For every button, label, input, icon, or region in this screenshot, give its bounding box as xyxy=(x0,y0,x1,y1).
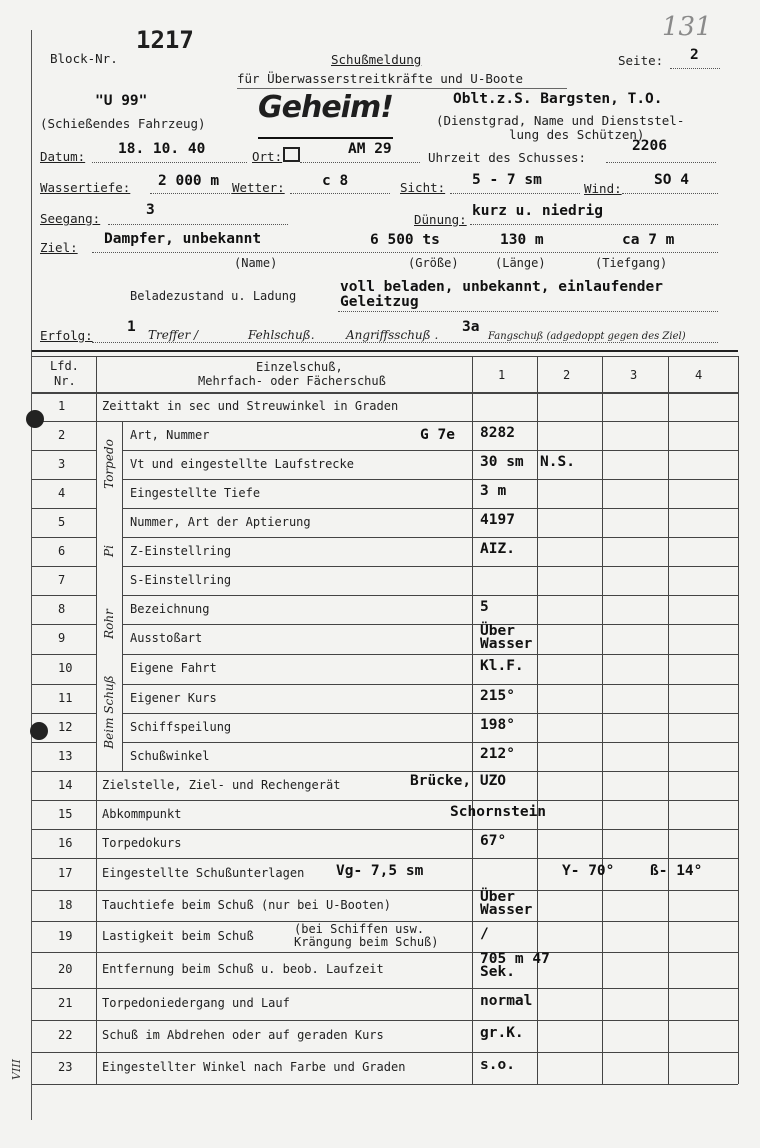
table-row-rule xyxy=(32,800,738,801)
row-label: Eingestellter Winkel nach Farbe und Graden xyxy=(102,1060,406,1074)
col4-rule xyxy=(668,356,669,1084)
duenung-label: Dünung: xyxy=(414,212,467,227)
row-number: 10 xyxy=(58,661,73,675)
table-row-rule xyxy=(32,771,738,772)
table-row-rule xyxy=(122,654,738,655)
header-col-1: 1 xyxy=(498,368,506,382)
erfolg-fangschuss: Fangschuß (adgedoppt gegen des Ziel) xyxy=(488,331,686,342)
row-value-col1: 705 m 47 Sek. xyxy=(480,951,550,980)
form-subtitle: für Überwasserstreitkräfte und U-Boote xyxy=(237,71,523,86)
table-row-rule xyxy=(32,742,96,743)
secret-stamp: Geheim! xyxy=(258,90,393,125)
row-value-col1: 3 m xyxy=(480,483,507,499)
row-value-col1: / xyxy=(480,926,489,942)
row-value-col1: 30 sm xyxy=(480,454,524,470)
officer-caption-2: lung des Schützen) xyxy=(509,127,645,142)
row-label: S-Einstellring xyxy=(130,573,232,587)
row-label: Eigene Fahrt xyxy=(130,661,217,675)
group-rule xyxy=(122,421,123,508)
page-dots xyxy=(670,68,720,69)
row-extra: (bei Schiffen usw. Krängung beim Schuß) xyxy=(294,922,439,949)
row-value-col1: gr.K. xyxy=(480,1025,524,1041)
row-label: Nummer, Art der Aptierung xyxy=(130,515,311,529)
group-rule xyxy=(122,508,123,595)
ort-box-icon xyxy=(283,147,300,162)
table-row-rule xyxy=(32,829,738,830)
row-number: 6 xyxy=(58,544,66,558)
wetter-value: c 8 xyxy=(322,173,349,189)
row-number: 3 xyxy=(58,457,66,471)
row-value-col1: Schornstein xyxy=(450,804,547,820)
caption-laenge: (Länge) xyxy=(495,256,546,270)
uhrzeit-label: Uhrzeit des Schusses: xyxy=(428,150,587,165)
seegang-label: Seegang: xyxy=(40,211,101,226)
table-row-rule xyxy=(32,654,96,655)
header-mehrfach: Mehrfach- oder Fächerschuß xyxy=(198,374,386,388)
boat-caption: (Schießendes Fahrzeug) xyxy=(40,116,206,131)
uhrzeit-value: 2206 xyxy=(632,138,667,154)
ziel-groesse-value: 6 500 ts xyxy=(370,232,440,248)
row-value-col2: N.S. xyxy=(540,454,575,470)
row17-vg: Vg- 7,5 sm xyxy=(336,863,424,879)
row-number: 5 xyxy=(58,515,66,529)
table-row-rule xyxy=(32,858,738,859)
table-row-rule xyxy=(32,421,738,422)
row-number: 20 xyxy=(58,962,73,976)
uhrzeit-dots xyxy=(606,162,716,163)
wind-dots xyxy=(622,193,718,194)
page-label: Seite: xyxy=(618,53,664,68)
row-number: 7 xyxy=(58,573,66,587)
officer-name: Oblt.z.S. Bargsten, T.O. xyxy=(453,91,663,107)
row-value-col1: s.o. xyxy=(480,1057,515,1073)
row-value-col1: 67° xyxy=(480,833,507,849)
beladung-line-1: voll beladen, unbekannt, einlaufender xyxy=(340,279,664,295)
ziel-name-value: Dampfer, unbekannt xyxy=(104,231,262,247)
beladung-line-2: Geleitzug xyxy=(340,294,419,310)
wassertiefe-dots xyxy=(150,193,232,194)
datum-value: 18. 10. 40 xyxy=(118,141,206,157)
row-number: 14 xyxy=(58,778,73,792)
boat-name: "U 99" xyxy=(95,93,148,109)
erfolg-fang-count: 3a xyxy=(462,319,480,335)
row-value-col1: Kl.F. xyxy=(480,658,524,674)
row-extra: G 7e xyxy=(420,427,455,443)
beladung-label: Beladezustand u. Ladung xyxy=(130,289,297,303)
seegang-value: 3 xyxy=(146,202,155,218)
erfolg-angriffsschuss: Angriffsschuß . xyxy=(346,328,439,342)
wassertiefe-label: Wassertiefe: xyxy=(40,180,131,195)
ziel-label: Ziel: xyxy=(40,240,78,255)
row-value-col1: Über Wasser xyxy=(480,889,533,918)
row-extra: Brücke, UZO xyxy=(410,773,507,789)
form-title: Schußmeldung xyxy=(331,52,422,67)
table-row-rule xyxy=(32,1084,738,1085)
table-row-rule xyxy=(32,566,96,567)
row-value-col1: 8282 xyxy=(480,425,515,441)
row-number: 12 xyxy=(58,720,73,734)
group-label-1: Pi xyxy=(102,544,116,557)
erfolg-label: Erfolg: xyxy=(40,328,93,343)
row-value-col1: 212° xyxy=(480,746,515,762)
row-label: Zielstelle, Ziel- und Rechengerät xyxy=(102,778,341,792)
header-separator xyxy=(32,350,738,352)
wassertiefe-value: 2 000 m xyxy=(158,173,220,189)
row-number: 4 xyxy=(58,486,66,500)
datum-dots xyxy=(92,162,247,163)
margin-note: VIII xyxy=(9,1059,23,1080)
nr-col-rule xyxy=(96,356,97,1084)
page-number: 2 xyxy=(690,47,699,63)
datum-label: Datum: xyxy=(40,149,86,164)
officer-caption-1: (Dienstgrad, Name und Dienststel- xyxy=(436,113,685,128)
table-row-rule xyxy=(32,624,96,625)
ziel-laenge-value: 130 m xyxy=(500,232,544,248)
row-number: 9 xyxy=(58,631,66,645)
row-label: Schußwinkel xyxy=(130,749,210,763)
table-header-rule xyxy=(32,392,738,394)
row-value-col1: normal xyxy=(480,993,533,1009)
row-label: Abkommpunkt xyxy=(102,807,182,821)
table-row-rule xyxy=(32,508,96,509)
row-number: 23 xyxy=(58,1060,73,1074)
table-row-rule xyxy=(32,1052,738,1053)
table-row-rule xyxy=(122,624,738,625)
row-label: Schuß im Abdrehen oder auf geraden Kurs xyxy=(102,1028,384,1042)
row-label: Eigener Kurs xyxy=(130,691,217,705)
col3-rule xyxy=(602,356,603,1084)
table-row-rule xyxy=(122,537,738,538)
group-label-0: Torpedo xyxy=(102,438,116,489)
caption-name: (Name) xyxy=(234,256,278,270)
sicht-label: Sicht: xyxy=(400,180,446,195)
table-row-rule xyxy=(122,566,738,567)
table-row-rule xyxy=(32,684,96,685)
header-col-2: 2 xyxy=(563,368,571,382)
stamp-underline xyxy=(258,137,393,139)
caption-groesse: (Größe) xyxy=(408,256,459,270)
caption-tiefgang: (Tiefgang) xyxy=(595,256,668,270)
header-nr: Nr. xyxy=(54,374,76,388)
row-value-col1: 215° xyxy=(480,688,515,704)
table-row-rule xyxy=(122,450,738,451)
wind-label: Wind: xyxy=(584,181,622,196)
duenung-dots xyxy=(470,224,718,225)
table-row-rule xyxy=(32,450,96,451)
table-right-rule xyxy=(738,356,739,1084)
table-row-rule xyxy=(32,713,96,714)
ziel-dots xyxy=(92,252,718,253)
sicht-value: 5 - 7 sm xyxy=(472,172,542,188)
ziel-tiefgang-value: ca 7 m xyxy=(622,232,675,248)
row-label: Ausstoßart xyxy=(130,631,203,645)
page-left-rule xyxy=(31,30,32,1120)
row-label: Vt und eingestellte Laufstrecke xyxy=(130,457,354,471)
table-row-rule xyxy=(122,508,738,509)
row-label: Z-Einstellring xyxy=(130,544,232,558)
row-label: Torpedokurs xyxy=(102,836,182,850)
row-label: Torpedoniedergang und Lauf xyxy=(102,996,290,1010)
row-number: 21 xyxy=(58,996,73,1010)
table-row-rule xyxy=(122,713,738,714)
wetter-label: Wetter: xyxy=(232,180,285,195)
row17-b: ß- 14° xyxy=(650,863,703,879)
row-label: Bezeichnung xyxy=(130,602,210,616)
row-value-col1: Über Wasser xyxy=(480,623,533,652)
row-label: Lastigkeit beim Schuß xyxy=(102,929,254,943)
row-number: 18 xyxy=(58,898,73,912)
header-lfd: Lfd. xyxy=(50,359,79,373)
header-col-4: 4 xyxy=(695,368,703,382)
table-row-rule xyxy=(122,684,738,685)
row-label: Schiffspeilung xyxy=(130,720,232,734)
table-row-rule xyxy=(32,988,738,989)
punch-hole-top xyxy=(26,410,44,428)
row-label: Entfernung beim Schuß u. beob. Laufzeit xyxy=(102,962,384,976)
row-number: 1 xyxy=(58,399,66,413)
duenung-value: kurz u. niedrig xyxy=(472,203,603,219)
row-label: Eingestellte Tiefe xyxy=(130,486,261,500)
row-label: Tauchtiefe beim Schuß (nur bei U-Booten) xyxy=(102,898,391,912)
row-number: 16 xyxy=(58,836,73,850)
row-number: 22 xyxy=(58,1028,73,1042)
label-col-rule xyxy=(472,356,473,1084)
punch-hole-bottom xyxy=(30,722,48,740)
row-number: 17 xyxy=(58,866,73,880)
block-label: Block-Nr. xyxy=(50,51,118,66)
row-number: 2 xyxy=(58,428,66,442)
row-value-col1: 4197 xyxy=(480,512,515,528)
table-row-rule xyxy=(32,595,96,596)
header-einzelschuss: Einzelschuß, xyxy=(256,360,343,374)
row-value-col1: 5 xyxy=(480,599,489,615)
erfolg-treffer-count: 1 xyxy=(127,319,136,335)
ort-dots xyxy=(300,162,420,163)
table-row-rule xyxy=(32,952,738,953)
wind-value: SO 4 xyxy=(654,172,689,188)
header-col-3: 3 xyxy=(630,368,638,382)
row-value-col1: 198° xyxy=(480,717,515,733)
table-row-rule xyxy=(122,479,738,480)
table-row-rule xyxy=(32,537,96,538)
row-number: 11 xyxy=(58,691,73,705)
table-row-rule xyxy=(32,890,738,891)
row-number: 13 xyxy=(58,749,73,763)
table-row-rule xyxy=(122,742,738,743)
ort-label: Ort: xyxy=(252,149,283,164)
table-row-rule xyxy=(32,479,96,480)
row-label: Zeittakt in sec und Streuwinkel in Graden xyxy=(102,399,399,413)
row-label: Eingestellte Schußunterlagen xyxy=(102,866,305,880)
erfolg-treffer: Treffer / xyxy=(148,328,199,342)
row-label: Art, Nummer xyxy=(130,428,210,442)
group-label-2: Rohr xyxy=(102,608,116,639)
corner-handwritten-note: 131 xyxy=(662,12,712,42)
block-number: 1217 xyxy=(136,26,194,54)
row-number: 15 xyxy=(58,807,73,821)
subtitle-underline xyxy=(237,88,567,89)
row-number: 19 xyxy=(58,929,73,943)
wetter-dots xyxy=(290,193,390,194)
sicht-dots xyxy=(450,193,580,194)
row17-y: Y- 70° xyxy=(562,863,615,879)
seegang-dots xyxy=(108,224,288,225)
ort-value: AM 29 xyxy=(348,141,392,157)
beladung-dots xyxy=(338,311,718,312)
table-top-rule xyxy=(32,356,738,357)
row-value-col1: AIZ. xyxy=(480,541,515,557)
group-label-3: Beim Schuß xyxy=(102,674,116,749)
table-row-rule xyxy=(122,595,738,596)
row-number: 8 xyxy=(58,602,66,616)
table-row-rule xyxy=(32,1020,738,1021)
erfolg-fehlschuss: Fehlschuß. xyxy=(248,328,315,342)
